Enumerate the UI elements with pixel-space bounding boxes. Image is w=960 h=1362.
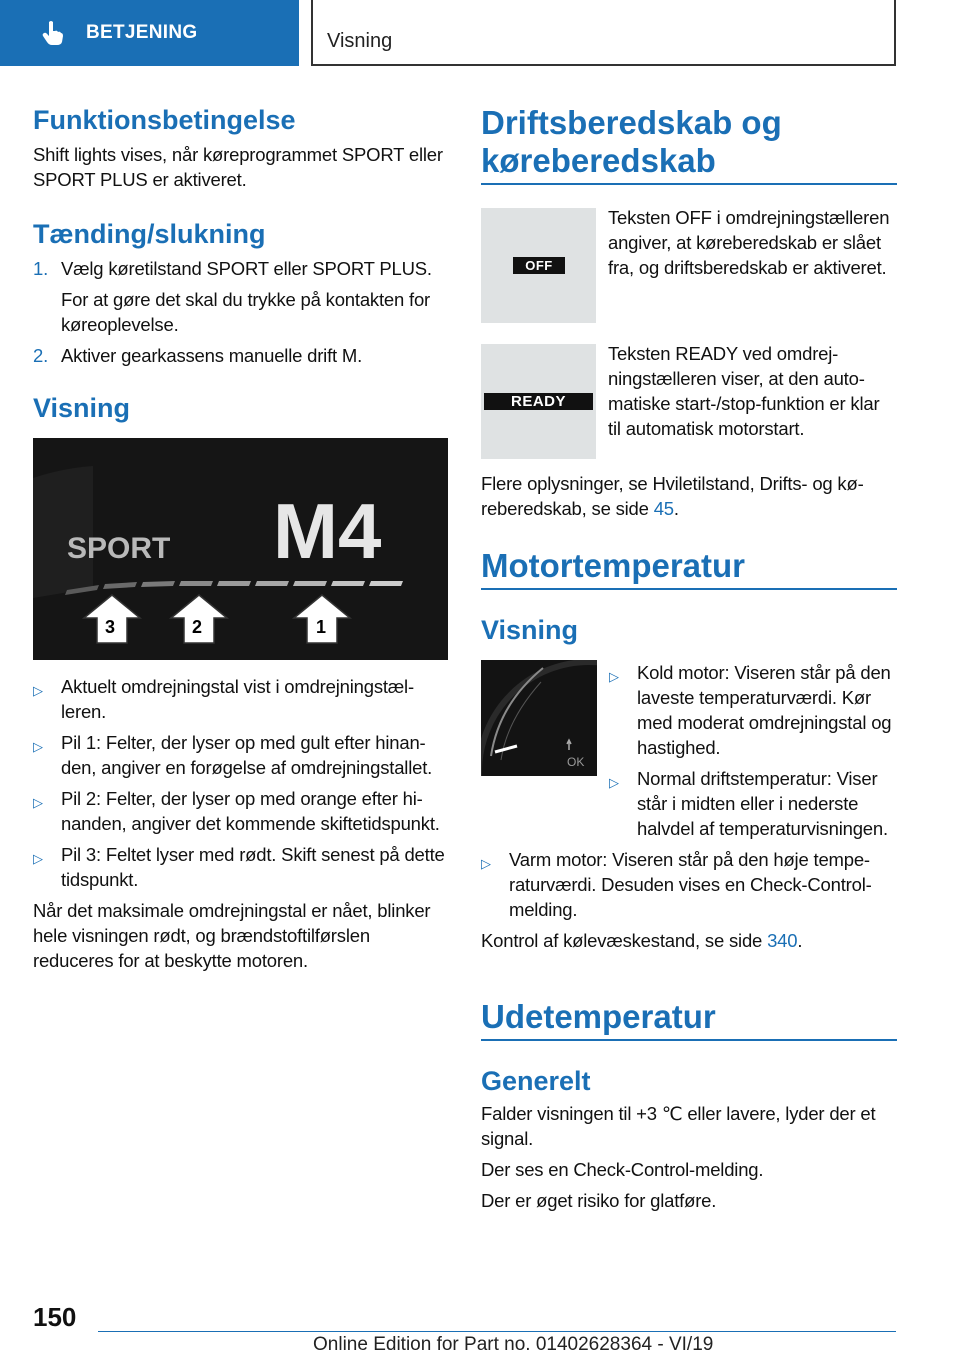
triangle-bullet-icon: ▷ bbox=[33, 683, 43, 698]
gauge-ok-label: OK bbox=[567, 755, 585, 769]
paragraph-generelt-2: Der ses en Check-Control-melding. bbox=[481, 1159, 764, 1180]
gear-indicator: M4 bbox=[273, 487, 382, 575]
heading-driftsberedskab: Driftsberedskab og køreberedskab bbox=[481, 104, 897, 185]
list-item bbox=[609, 766, 897, 841]
heading-taending: Tænding/slukning bbox=[33, 219, 266, 249]
heading-udetemperatur: Udetemperatur bbox=[481, 998, 897, 1041]
bullet-text: Kold motor: Viseren står på den laveste temperaturværdi. Kør med moderat omdrejningstal og hastighed. bbox=[637, 662, 892, 758]
page-number: 150 bbox=[33, 1302, 77, 1332]
list-item bbox=[33, 256, 449, 281]
heading-motortemperatur: Motortemperatur bbox=[481, 547, 897, 590]
footer-edition: Online Edition for Part no. 01402628364 - VI/19 bbox=[313, 1334, 714, 1355]
list-item bbox=[33, 786, 449, 836]
section-tab bbox=[0, 0, 299, 66]
warm-motor-bullet bbox=[481, 847, 897, 922]
heading-visning-motor: Visning bbox=[481, 615, 579, 645]
ready-indicator: READY bbox=[484, 393, 593, 410]
ready-indicator-row bbox=[481, 344, 897, 459]
list-item bbox=[33, 842, 449, 892]
off-display-image bbox=[481, 208, 596, 323]
triangle-bullet-icon: ▷ bbox=[609, 775, 619, 790]
step-subtext: For at gøre det skal du trykke på kontakten for køreoplevelse. bbox=[61, 289, 431, 335]
bullet-text: Pil 2: Felter, der lyser op med orange efter hinanden, angiver det kommende skiftetidspunkt. bbox=[61, 788, 440, 834]
step-number: 2. bbox=[33, 345, 49, 366]
heading-visning: Visning bbox=[33, 393, 131, 423]
arrow-label: 3 bbox=[105, 617, 116, 637]
left-column bbox=[33, 104, 449, 973]
bullet-text: Normal driftstemperatur: Viser står i midten eller i nederste halvdel af temperaturvisningen. bbox=[637, 768, 888, 839]
bullet-text: Aktuelt omdrejningstal vist i omdrejningstælleren. bbox=[61, 676, 415, 722]
paragraph-funktion: Shift lights vises, når køreprogrammet SPORT eller SPORT PLUS er aktiveret. bbox=[33, 144, 443, 190]
triangle-bullet-icon: ▷ bbox=[33, 739, 43, 754]
bullet-text: Pil 3: Feltet lyser med rødt. Skift senest på dette tidspunkt. bbox=[61, 844, 445, 890]
triangle-bullet-icon: ▷ bbox=[33, 851, 43, 866]
off-indicator: OFF bbox=[513, 257, 565, 274]
page-link-340[interactable]: 340 bbox=[767, 930, 798, 951]
footer-divider bbox=[98, 1331, 896, 1332]
list-item bbox=[33, 730, 449, 780]
triangle-bullet-icon: ▷ bbox=[609, 669, 619, 684]
ready-description: Teksten READY ved omdrejningstælleren viser, at den automatiske start-/stop-funktion er klar til automatisk motorstart. bbox=[608, 343, 880, 439]
ready-display-image bbox=[481, 344, 596, 459]
bullet-text: Varm motor: Viseren står på den høje temperaturværdi. Desuden vises en Check-Control-melding. bbox=[509, 849, 872, 920]
chapter-header bbox=[311, 0, 896, 66]
chapter-title: Visning bbox=[327, 30, 393, 52]
paragraph-generelt-1: Falder visningen til +3 ℃ eller lavere, lyder der et signal. bbox=[481, 1103, 876, 1149]
paragraph-more-info: Flere oplysninger, se Hviletilstand, Drifts- og køreberedskab, se side 45. bbox=[481, 473, 864, 519]
list-item bbox=[481, 847, 897, 922]
paragraph-max-rpm: Når det maksimale omdrejningstal er nået, blinker hele visningen rødt, og brændstoftilførslen reduceres for at beskytte motoren. bbox=[33, 900, 431, 971]
step-text: Vælg køretilstand SPORT eller SPORT PLUS. bbox=[61, 258, 432, 279]
bullet-text: Pil 1: Felter, der lyser op med gult efter hinanden, angiver en forøgelse af omdrejningstallet. bbox=[61, 732, 433, 778]
list-item bbox=[609, 660, 897, 760]
triangle-bullet-icon: ▷ bbox=[33, 795, 43, 810]
list-item bbox=[33, 674, 449, 724]
more-info-text: Flere oplysninger, se Hviletilstand, Drifts- og køreberedskab, se side bbox=[481, 473, 864, 519]
temperature-bullets bbox=[609, 660, 897, 841]
heading-generelt: Generelt bbox=[481, 1066, 591, 1096]
shift-lights-bullets bbox=[33, 674, 449, 892]
right-column bbox=[481, 104, 897, 1213]
temperature-gauge-image bbox=[481, 660, 597, 776]
paragraph-generelt-3: Der er øget risiko for glatføre. bbox=[481, 1190, 717, 1211]
page-link-45[interactable]: 45 bbox=[653, 498, 674, 519]
shift-lights-figure bbox=[33, 438, 448, 660]
step-text: Aktiver gearkassens manuelle drift M. bbox=[61, 345, 363, 366]
steps-list bbox=[33, 256, 449, 368]
list-item bbox=[33, 343, 449, 368]
step-number: 1. bbox=[33, 258, 49, 279]
off-indicator-row bbox=[481, 208, 897, 323]
triangle-bullet-icon: ▷ bbox=[481, 856, 491, 871]
off-description: Teksten OFF i omdrejningstælleren angiver, at køreberedskab er slået fra, og driftsberedskab er aktiveret. bbox=[608, 207, 890, 278]
arrow-label: 2 bbox=[192, 617, 203, 637]
temperature-row bbox=[481, 660, 897, 841]
section-label: BETJENING bbox=[86, 22, 198, 43]
pointing-hand-icon bbox=[42, 20, 64, 46]
heading-funktionsbetingelse: Funktionsbetingelse bbox=[33, 105, 296, 135]
kontrol-text: Kontrol af kølevæskestand, se side bbox=[481, 930, 768, 951]
paragraph-kontrol: Kontrol af kølevæskestand, se side 340. bbox=[481, 930, 803, 951]
arrow-label: 1 bbox=[316, 617, 327, 637]
sport-mode-label: SPORT bbox=[67, 532, 171, 565]
list-item bbox=[33, 287, 449, 337]
